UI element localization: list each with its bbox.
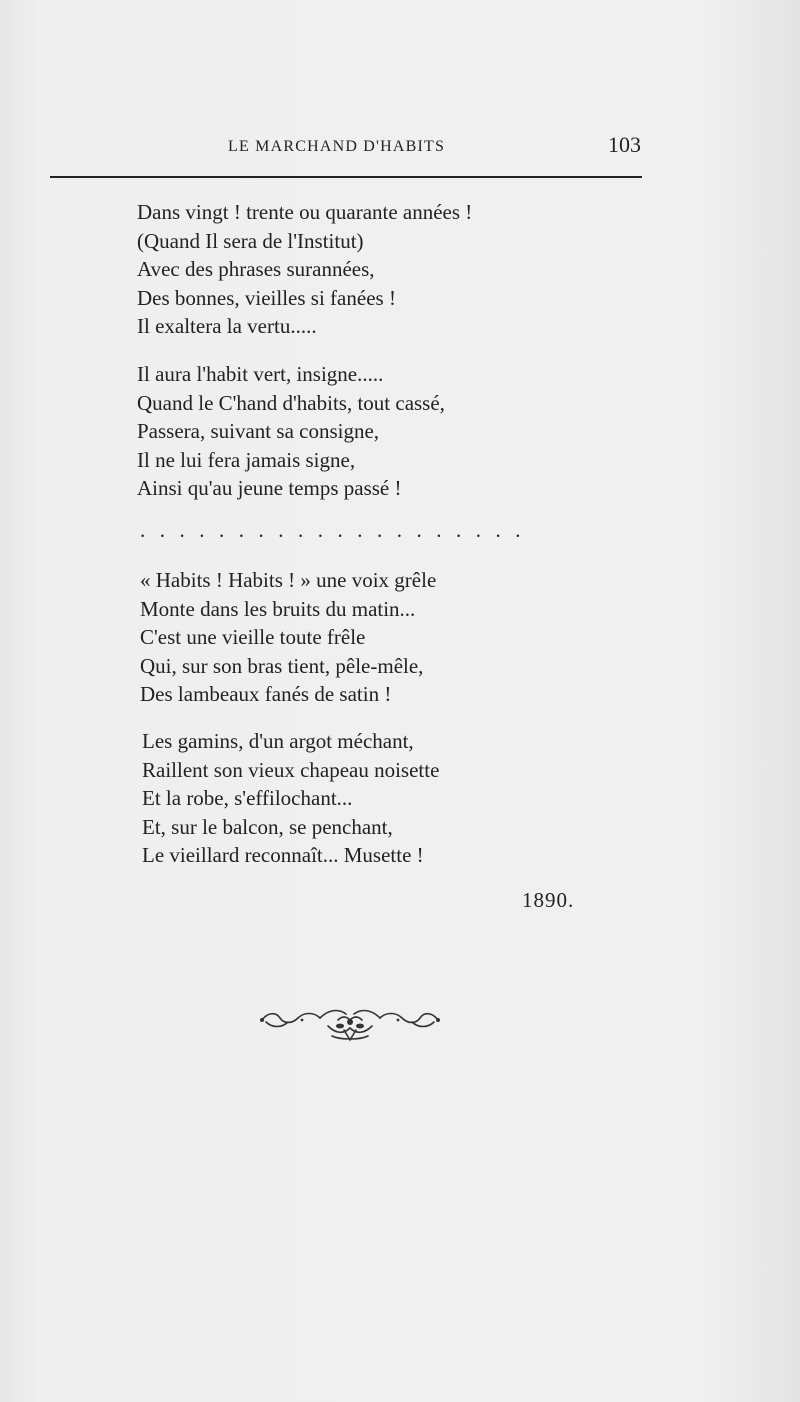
verse-line: Des lambeaux fanés de satin !	[140, 682, 392, 706]
verse-line: (Quand Il sera de l'Institut)	[137, 228, 364, 253]
verse-line: Et la robe, s'effilochant...	[142, 786, 353, 810]
verse-line: Des bonnes, vieilles si fanées !	[137, 285, 396, 310]
header-rule	[50, 176, 642, 178]
verse-line: Monte dans les bruits du matin...	[140, 596, 416, 621]
poem-date: 1890.	[522, 888, 575, 912]
verse-line: Il ne lui fera jamais signe,	[137, 447, 356, 472]
verse-line: Avec des phrases surannées,	[137, 257, 375, 281]
stanza-1	[137, 198, 472, 341]
verse-line: Il aura l'habit vert, insigne.....	[137, 362, 384, 386]
verse-line: C'est une vieille toute frêle	[140, 625, 366, 649]
verse-line: Dans vingt ! trente ou quarante années !	[137, 200, 473, 224]
stanza-2	[137, 360, 445, 503]
verse-line: Et, sur le balcon, se penchant,	[142, 814, 393, 839]
stanza-3	[140, 566, 436, 709]
verse-line: Le vieillard reconnaît... Musette !	[142, 843, 424, 867]
verse-line: « Habits ! Habits ! » une voix grêle	[140, 568, 437, 592]
verse-line: Il exaltera la vertu.....	[137, 314, 317, 338]
running-head: LE MARCHAND D'HABITS	[228, 138, 446, 155]
verse-line: Les gamins, d'un argot méchant,	[142, 729, 414, 753]
floral-tailpiece-ornament-icon	[258, 1000, 442, 1044]
verse-line: Qui, sur son bras tient, pêle-mêle,	[140, 653, 424, 678]
verse-line: Ainsi qu'au jeune temps passé !	[137, 476, 402, 500]
omission-dots: ....................	[140, 518, 535, 542]
verse-line: Raillent son vieux chapeau noisette	[142, 757, 440, 782]
verse-line: Quand le C'hand d'habits, tout cassé,	[137, 390, 445, 415]
page-number: 103	[608, 132, 641, 157]
stanza-4	[142, 727, 439, 870]
verse-line: Passera, suivant sa consigne,	[137, 419, 380, 443]
